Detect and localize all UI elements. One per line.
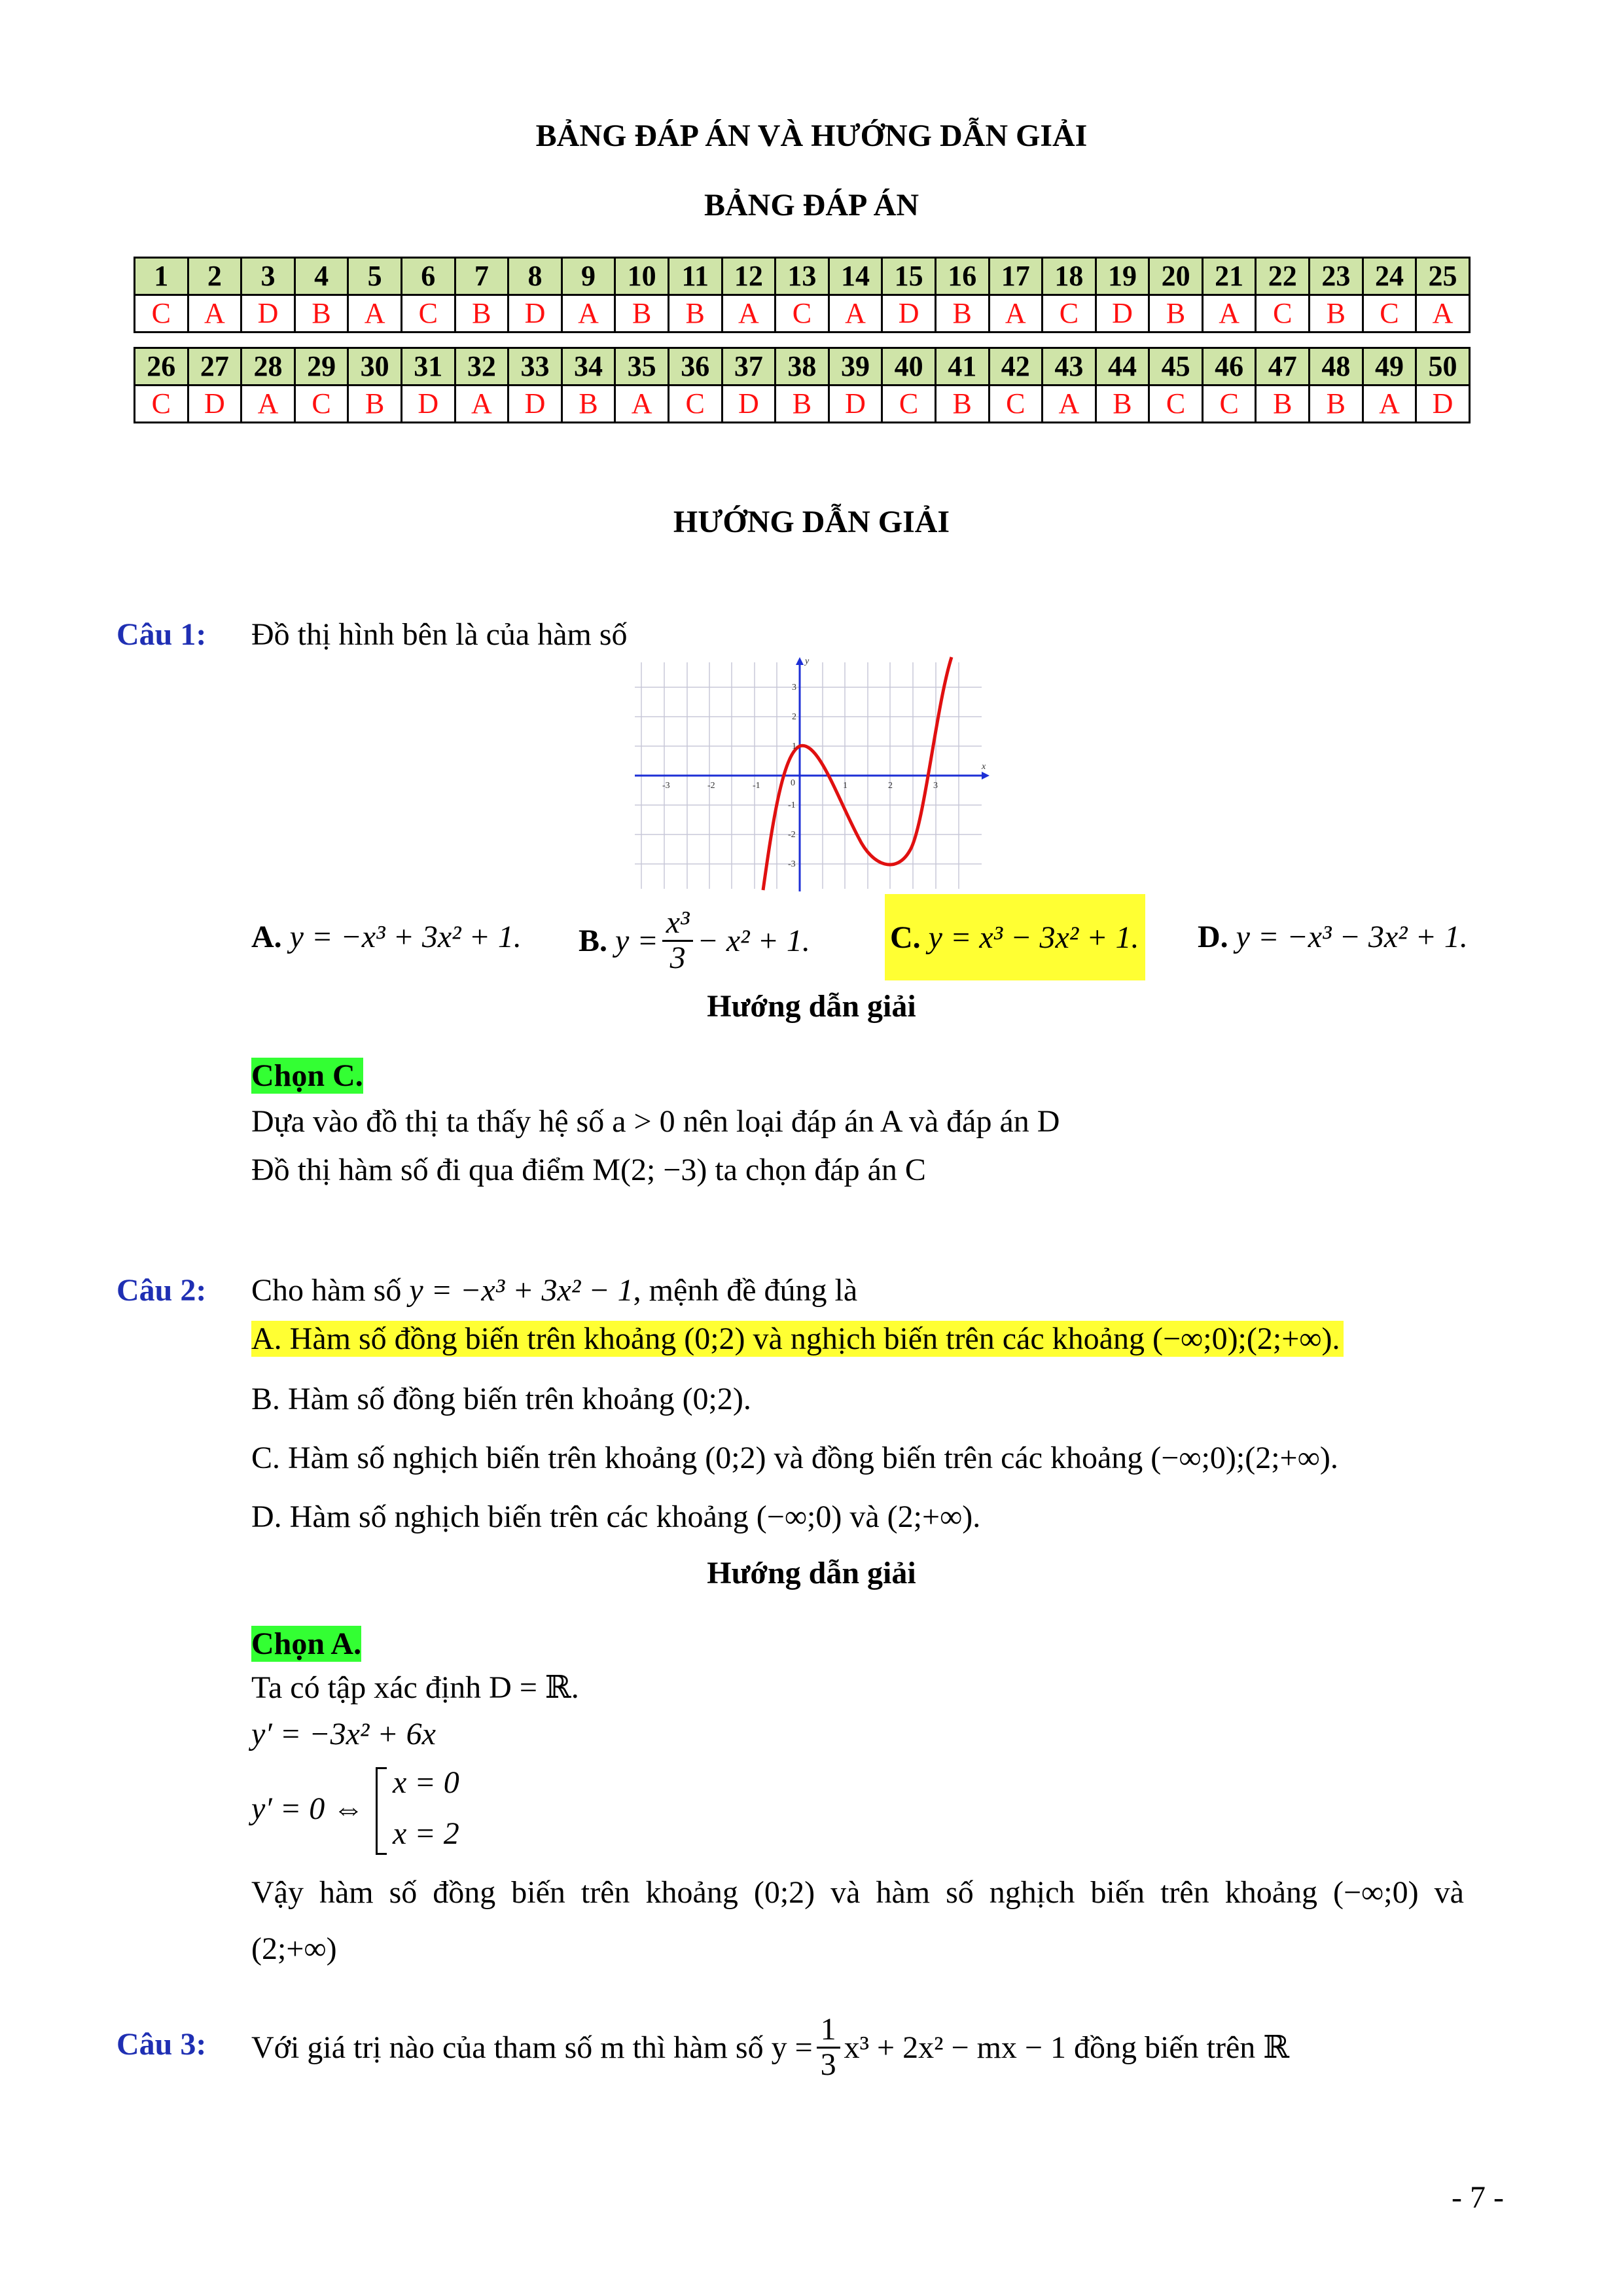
y-tick: 2: [792, 712, 796, 722]
answer-letter-cell: C: [135, 295, 188, 332]
answer-letter-cell: A: [615, 386, 669, 423]
answer-letter-cell: C: [1363, 295, 1416, 332]
question-number-cell: 13: [776, 258, 829, 295]
question-number-cell: 16: [935, 258, 989, 295]
question-number-cell: 5: [348, 258, 402, 295]
answer-table-2: [134, 347, 1471, 423]
question-number-cell: 33: [508, 348, 562, 386]
question-number-cell: 43: [1043, 348, 1096, 386]
question-number-cell: 39: [829, 348, 882, 386]
answer-letter-cell: B: [1310, 386, 1363, 423]
answer-letter-cell: A: [722, 295, 776, 332]
x-tick: 2: [888, 781, 893, 791]
question-number-cell: 36: [668, 348, 722, 386]
q1-choice: Chọn C.: [251, 1058, 363, 1093]
question-number-cell: 40: [882, 348, 936, 386]
q1-option-a: A. y = −x³ + 3x² + 1.: [251, 920, 522, 954]
answer-letter-cell: C: [401, 295, 455, 332]
question-number-cell: 26: [135, 348, 188, 386]
question-number-cell: 42: [989, 348, 1043, 386]
answer-letter-cell: C: [1256, 295, 1310, 332]
answer-letter-cell: D: [241, 295, 295, 332]
q2-case-1: x = 0: [393, 1765, 459, 1800]
question-number-cell: 15: [882, 258, 936, 295]
q1-option-d: D. y = −x³ − 3x² + 1.: [1198, 920, 1468, 954]
question-number-cell: 2: [188, 258, 241, 295]
question-number-cell: 4: [294, 258, 348, 295]
question-number-cell: 31: [401, 348, 455, 386]
answer-letter-cell: B: [1096, 386, 1149, 423]
question-number-cell: 46: [1202, 348, 1256, 386]
q2-text: Cho hàm số y = −x³ + 3x² − 1, mệnh đề đúng là: [251, 1273, 858, 1308]
question-number-cell: 27: [188, 348, 241, 386]
question-number-cell: 18: [1043, 258, 1096, 295]
y-tick: 3: [792, 683, 796, 692]
question-number-cell: 41: [935, 348, 989, 386]
answer-letter-cell: A: [348, 295, 402, 332]
question-number-cell: 29: [294, 348, 348, 386]
answer-letter-cell: C: [1202, 386, 1256, 423]
answer-letter-cell: D: [508, 386, 562, 423]
question-number-cell: 35: [615, 348, 669, 386]
x-axis-arrow: [982, 772, 990, 780]
q2-choice: Chọn A.: [251, 1626, 362, 1661]
question-number-cell: 6: [401, 258, 455, 295]
answer-letter-cell: C: [668, 386, 722, 423]
question-number-cell: 32: [455, 348, 508, 386]
answer-letter-cell: B: [935, 386, 989, 423]
x-tick: 3: [933, 781, 938, 791]
question-number-cell: 23: [1310, 258, 1363, 295]
q1-explain-2: Đồ thị hàm số đi qua điểm M(2; −3) ta chọn đáp án C: [251, 1153, 926, 1187]
q3-text: Với giá trị nào của tham số m thì hàm số y = $\frac{1}{3}$ x³ + 2x² − mx − 1 đồng biến trên ℝ: [251, 2012, 1290, 2082]
question-number-cell: 50: [1416, 348, 1470, 386]
answer-letter-cell: B: [668, 295, 722, 332]
answer-letter-cell: D: [722, 386, 776, 423]
answer-letter-cell: A: [562, 295, 615, 332]
x-tick: -1: [753, 781, 760, 791]
answer-letter-cell: B: [294, 295, 348, 332]
answer-letter-cell: C: [135, 386, 188, 423]
answer-letter-cell: B: [562, 386, 615, 423]
answer-letter-cell: B: [455, 295, 508, 332]
answer-letter-cell: D: [1096, 295, 1149, 332]
answer-letter-cell: C: [882, 386, 936, 423]
question-number-cell: 21: [1202, 258, 1256, 295]
q3-label: Câu 3:: [116, 2027, 207, 2062]
q1-label: Câu 1:: [116, 617, 207, 652]
answer-letter-cell: B: [1310, 295, 1363, 332]
answer-letter-cell: B: [1149, 295, 1203, 332]
question-number-cell: 49: [1363, 348, 1416, 386]
question-number-cell: 14: [829, 258, 882, 295]
answer-letter-cell: D: [882, 295, 936, 332]
y-tick: -1: [788, 800, 796, 810]
question-number-cell: 28: [241, 348, 295, 386]
x-axis-label: x: [982, 762, 986, 772]
q2-guide-heading: Hướng dẫn giải: [707, 1556, 916, 1590]
question-number-cell: 38: [776, 348, 829, 386]
question-number-cell: 47: [1256, 348, 1310, 386]
question-number-cell: 7: [455, 258, 508, 295]
answer-letter-cell: A: [1416, 295, 1470, 332]
y-tick: 1: [792, 742, 796, 751]
answer-letter-cell: A: [1202, 295, 1256, 332]
q2-option-d: D. Hàm số nghịch biến trên các khoảng (−∞;0) và (2;+∞).: [251, 1499, 981, 1534]
question-number-cell: 9: [562, 258, 615, 295]
answer-letter-cell: D: [1416, 386, 1470, 423]
page-number: - 7 -: [1452, 2180, 1504, 2215]
q2-derivative: y′ = −3x² + 6x: [251, 1717, 436, 1751]
y-axis-label: y: [805, 656, 810, 666]
x-tick: 1: [843, 781, 847, 791]
answer-letter-cell: D: [508, 295, 562, 332]
q2-bracket: [376, 1767, 387, 1855]
answer-letter-cell: D: [829, 386, 882, 423]
answer-letter-cell: A: [1043, 386, 1096, 423]
question-number-cell: 48: [1310, 348, 1363, 386]
q2-critical-left: y′ = 0 ⇔: [251, 1791, 365, 1826]
answer-letter-cell: D: [188, 386, 241, 423]
y-tick: -2: [788, 830, 796, 840]
question-number-cell: 11: [668, 258, 722, 295]
question-number-cell: 12: [722, 258, 776, 295]
answer-letter-cell: C: [989, 386, 1043, 423]
q2-conclusion-1: Vậy hàm số đồng biến trên khoảng (0;2) và hàm số nghịch biến trên khoảng (−∞;0) và: [251, 1875, 1464, 1910]
answer-letter-cell: C: [1043, 295, 1096, 332]
answer-letter-cell: D: [401, 386, 455, 423]
question-number-cell: 24: [1363, 258, 1416, 295]
q2-option-a: A. Hàm số đồng biến trên khoảng (0;2) và nghịch biến trên các khoảng (−∞;0);(2;+∞).: [251, 1321, 1344, 1357]
answer-table-1: [134, 257, 1471, 333]
answer-letter-cell: C: [776, 295, 829, 332]
question-number-cell: 19: [1096, 258, 1149, 295]
q2-label: Câu 2:: [116, 1273, 207, 1308]
q1-guide-heading: Hướng dẫn giải: [707, 989, 916, 1024]
q1-text: Đồ thị hình bên là của hàm số: [251, 617, 628, 652]
question-number-cell: 25: [1416, 258, 1470, 295]
q1-graph: [628, 655, 995, 897]
answer-letter-cell: B: [1256, 386, 1310, 423]
q2-case-2: x = 2: [393, 1816, 459, 1851]
question-number-cell: 1: [135, 258, 188, 295]
q2-explain-1: Ta có tập xác định D = ℝ.: [251, 1670, 579, 1705]
q1-option-b: B. y = $\frac{\text{x³}}{3}$ − x² + 1.: [579, 905, 810, 975]
answer-letter-cell: C: [294, 386, 348, 423]
question-number-cell: 20: [1149, 258, 1203, 295]
question-number-cell: 8: [508, 258, 562, 295]
table-title: BẢNG ĐÁP ÁN: [704, 188, 919, 223]
answer-letter-cell: B: [776, 386, 829, 423]
answer-letter-cell: B: [348, 386, 402, 423]
q1-explain-1: Dựa vào đồ thị ta thấy hệ số a > 0 nên loại đáp án A và đáp án D: [251, 1104, 1060, 1139]
y-axis-arrow: [796, 657, 804, 665]
question-number-cell: 45: [1149, 348, 1203, 386]
question-number-cell: 10: [615, 258, 669, 295]
answer-letter-cell: A: [188, 295, 241, 332]
q2-option-b: B. Hàm số đồng biến trên khoảng (0;2).: [251, 1382, 751, 1416]
question-number-cell: 34: [562, 348, 615, 386]
q2-conclusion-2: (2;+∞): [251, 1931, 337, 1966]
answer-letter-cell: A: [1363, 386, 1416, 423]
guide-title: HƯỚNG DẪN GIẢI: [673, 505, 950, 539]
answer-letter-cell: B: [615, 295, 669, 332]
question-number-cell: 30: [348, 348, 402, 386]
answer-letter-cell: A: [241, 386, 295, 423]
question-number-cell: 44: [1096, 348, 1149, 386]
question-number-cell: 22: [1256, 258, 1310, 295]
q2-option-c: C. Hàm số nghịch biến trên khoảng (0;2) và đồng biến trên các khoảng (−∞;0);(2;+∞).: [251, 1441, 1338, 1475]
y-tick: -3: [788, 859, 796, 869]
question-number-cell: 3: [241, 258, 295, 295]
question-number-cell: 17: [989, 258, 1043, 295]
q1-option-c: C. y = x³ − 3x² + 1.: [885, 894, 1145, 980]
answer-letter-cell: A: [455, 386, 508, 423]
answer-letter-cell: A: [989, 295, 1043, 332]
question-number-cell: 37: [722, 348, 776, 386]
x-tick: -3: [662, 781, 670, 791]
main-title: BẢNG ĐÁP ÁN VÀ HƯỚNG DẪN GIẢI: [535, 118, 1088, 153]
answer-letter-cell: A: [829, 295, 882, 332]
origin-label: 0: [791, 778, 795, 788]
answer-letter-cell: C: [1149, 386, 1203, 423]
answer-letter-cell: B: [935, 295, 989, 332]
x-tick: -2: [707, 781, 715, 791]
